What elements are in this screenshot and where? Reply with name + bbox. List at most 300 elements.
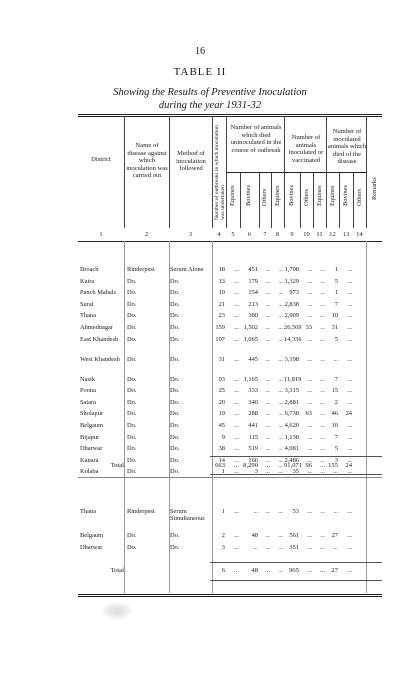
i_eq-cell: ... [278, 300, 283, 308]
i_oth-cell: ... [307, 387, 312, 395]
outbreaks-cell: 45 [218, 422, 225, 429]
outbreaks-cell: 18 [218, 266, 225, 273]
d_bov-cell: 1,065 [243, 335, 258, 343]
i_oth-cell: ... [307, 433, 312, 441]
column-number: 5 [231, 231, 235, 238]
x_oth-cell: ... [347, 398, 352, 406]
method-cell: Do. [170, 300, 180, 308]
district-cell [80, 336, 124, 343]
district-cell [80, 422, 124, 429]
x_eq-cell: ... [320, 387, 325, 395]
header-divider [240, 172, 241, 228]
i_eq-cell: ... [278, 410, 283, 418]
method-cell: Do. [170, 445, 180, 453]
body-divider [124, 241, 125, 593]
column-number: 9 [290, 231, 294, 238]
method-cell: Do. [170, 375, 180, 383]
outbreaks-cell: 10 [218, 289, 225, 297]
d_oth-cell: ... [265, 335, 270, 343]
district-cell [80, 434, 124, 441]
header-divider [124, 116, 125, 228]
outbreaks-cell: 93 [218, 375, 225, 383]
d_oth-cell: ... [265, 324, 270, 331]
d_bov-cell: 179 [248, 277, 258, 285]
total-rule [210, 474, 382, 475]
district-name: Sholapur [80, 410, 104, 418]
header-divider [313, 172, 314, 228]
disease-cell: Do. [127, 468, 137, 476]
d_bov-cell: ... [253, 508, 258, 515]
d_bov-cell: ... [253, 544, 258, 551]
x_bov-cell: ... [333, 508, 338, 515]
x_eq-cell: ... [320, 410, 325, 418]
disease-cell: Do. [127, 355, 137, 363]
column-number: 8 [275, 231, 280, 238]
district-name: Kaira [80, 277, 95, 285]
i_eq-cell: ... [278, 277, 283, 285]
i_eq-cell: ... [278, 422, 283, 429]
outbreaks-cell: 38 [218, 445, 225, 453]
header-method: Method of inoculation followed [176, 150, 206, 173]
i_eq-cell: ... [278, 468, 283, 476]
i_bov-cell: 11,819 [284, 375, 302, 383]
d_oth-cell: ... [265, 398, 270, 406]
outbreaks-cell: 2 [221, 532, 225, 539]
x_bov-cell: 5 [334, 335, 338, 343]
district-cell [80, 445, 124, 452]
total-rule [210, 456, 382, 457]
x_oth-cell: ... [347, 508, 352, 515]
disease-cell: Rinderpest [127, 508, 155, 515]
i_oth-cell: ... [307, 375, 312, 383]
x_bov-cell: 5 [334, 445, 338, 453]
header-bovines: Bovines [245, 185, 252, 206]
x_bov-cell: 7 [334, 375, 338, 383]
i_oth-cell: ... [307, 532, 312, 539]
outbreaks-cell: 1 [221, 508, 225, 515]
district-cell [80, 278, 124, 285]
method-cell: Do. [170, 422, 180, 429]
x_oth-cell: ... [347, 277, 352, 285]
total-d_bov: 8,290 [243, 462, 258, 469]
district-name: West Khandesh [80, 355, 120, 363]
x_bov-cell: 1 [334, 266, 338, 273]
method-cell: Do. [170, 398, 180, 406]
x_bov-cell: 15 [331, 387, 338, 395]
district-name: Thana [80, 312, 96, 320]
d_bov-cell: 1,165 [243, 375, 258, 383]
i_eq-cell: ... [278, 387, 283, 395]
i_eq-cell: ... [278, 355, 283, 363]
d_oth-cell: ... [265, 508, 270, 515]
x_bov-cell: 10 [331, 422, 338, 429]
total-i_bov: 965 [289, 567, 299, 574]
district-cell [80, 532, 124, 539]
method-cell: Do. [170, 324, 180, 331]
i_eq-cell: ... [278, 289, 283, 297]
header-divider [353, 172, 354, 228]
d_eq-cell: ... [234, 289, 239, 297]
x_eq-cell: ... [320, 422, 325, 429]
district-name: Kolaba [80, 468, 99, 476]
d_oth-cell: ... [265, 289, 270, 297]
i_oth-cell: ... [307, 468, 312, 476]
i_bov-cell: 3,198 [284, 355, 299, 363]
d_eq-cell: ... [234, 433, 239, 441]
method-cell: Do. [170, 433, 180, 441]
outbreaks-cell: 19 [218, 410, 225, 418]
x_oth-cell: 24 [345, 410, 352, 418]
d_eq-cell: ... [234, 410, 239, 418]
x_bov-cell: 46 [331, 410, 338, 418]
i_bov-cell: 973 [289, 289, 299, 297]
d_bov-cell: 451 [248, 266, 258, 273]
i_oth-cell: ... [307, 335, 312, 343]
method-cell: Do. [170, 468, 180, 476]
d_eq-cell: ... [234, 508, 239, 515]
total-d_bov: 48 [251, 567, 258, 574]
method-cell: Do. [170, 312, 180, 320]
outbreaks-cell: 1 [221, 468, 225, 476]
d_oth-cell: ... [265, 445, 270, 453]
district-name: Broach [80, 266, 99, 273]
d_oth-cell: ... [265, 355, 270, 363]
x_eq-cell: ... [320, 312, 325, 320]
district-name: Bijapur [80, 433, 100, 441]
total-x_oth: 24 [345, 462, 352, 469]
outbreaks-cell: 3 [221, 544, 225, 551]
table-top-rule [78, 114, 382, 115]
method-cell: Do. [170, 355, 180, 363]
outbreaks-cell: 20 [218, 398, 225, 406]
d_bov-cell: 380 [248, 312, 258, 320]
disease-cell: Do. [127, 433, 137, 441]
x_oth-cell: ... [347, 544, 352, 551]
i_eq-cell: ... [278, 266, 283, 273]
district-cell [80, 266, 124, 273]
x_bov-cell: ... [333, 468, 338, 476]
total-label: Total [110, 462, 124, 469]
d_bov-cell: 115 [248, 433, 258, 441]
disease-cell: Do. [127, 445, 137, 453]
header-equines: Equines [316, 185, 323, 206]
district-cell [80, 324, 124, 331]
total-d_oth: ... [265, 462, 270, 469]
d_eq-cell: ... [234, 422, 239, 429]
column-number: 11 [316, 231, 323, 238]
page-number: 16 [195, 46, 205, 57]
body-divider [366, 241, 367, 593]
i_bov-cell: 1,708 [284, 266, 299, 273]
d_bov-cell: 445 [248, 355, 258, 363]
column-number: 2 [144, 231, 149, 238]
method-cell: Do. [170, 289, 180, 297]
d_oth-cell: ... [265, 300, 270, 308]
d_bov-cell: 340 [248, 398, 258, 406]
method-cell: Do. [170, 277, 180, 285]
d_bov-cell: 1,502 [243, 324, 258, 331]
i_eq-cell: ... [278, 312, 283, 320]
i_oth-cell: ... [307, 300, 312, 308]
x_bov-cell: 10 [331, 312, 338, 320]
x_bov-cell: 1 [334, 289, 338, 297]
x_eq-cell: ... [320, 456, 325, 464]
subtitle-line-1: Showing the Results of Preventive Inoculation [113, 87, 307, 98]
outbreaks-cell: 13 [218, 277, 225, 285]
i_oth-cell: ... [307, 544, 312, 551]
d_oth-cell: ... [265, 456, 270, 464]
district-name: East Khandesh [80, 335, 119, 343]
outbreaks-cell: 21 [218, 300, 225, 308]
district-name: Poona [80, 387, 96, 395]
i_eq-cell: ... [278, 433, 283, 441]
x_eq-cell: ... [320, 266, 325, 273]
d_eq-cell: ... [234, 468, 239, 476]
i_bov-cell: 4,620 [284, 422, 299, 429]
method-cell: Do. [170, 335, 180, 343]
i_oth-cell: ... [307, 312, 312, 320]
d_eq-cell: ... [234, 375, 239, 383]
i_eq-cell: ... [278, 544, 283, 551]
column-number: 14 [356, 231, 363, 238]
total-outbreaks: 663 [215, 462, 225, 469]
method-cell: Do. [170, 387, 180, 395]
district-cell [80, 410, 124, 417]
district-name: Nasik [80, 375, 95, 383]
x_bov-cell: 2 [334, 398, 338, 406]
d_eq-cell: ... [234, 387, 239, 395]
outbreaks-cell: 9 [221, 433, 225, 441]
x_eq-cell: ... [320, 468, 325, 476]
i_oth-cell: ... [307, 445, 312, 453]
district-name: Dharwar [80, 544, 103, 551]
i_eq-cell: ... [278, 456, 283, 464]
x_oth-cell: ... [347, 335, 352, 343]
i_bov-cell: 561 [289, 532, 299, 539]
total-rule [210, 580, 382, 581]
x_eq-cell: ... [320, 433, 325, 441]
disease-cell: Do. [127, 335, 137, 343]
section-rule [78, 477, 382, 478]
disease-cell: Do. [127, 532, 137, 539]
outbreaks-cell: 25 [218, 387, 225, 395]
total-i_bov: 91,071 [284, 462, 303, 469]
header-divider [212, 116, 213, 228]
x_eq-cell: ... [320, 335, 325, 343]
d_oth-cell: ... [265, 410, 270, 418]
district-cell [80, 387, 124, 394]
header-divider [259, 172, 260, 228]
d_oth-cell: ... [265, 468, 270, 476]
d_eq-cell: ... [234, 277, 239, 285]
column-number: 3 [188, 231, 193, 238]
header-remarks: Remarks [371, 177, 378, 200]
district-cell [80, 312, 124, 319]
disease-cell: Do. [127, 544, 137, 551]
district-cell [80, 399, 124, 406]
district-cell [80, 544, 124, 551]
x_oth-cell: ... [347, 300, 352, 308]
x_eq-cell: ... [320, 355, 325, 363]
outbreaks-cell: 14 [218, 456, 225, 464]
d_eq-cell: ... [234, 456, 239, 464]
d_eq-cell: ... [234, 335, 239, 343]
header-equines: Equines [329, 185, 336, 206]
disease-cell: Do. [127, 422, 137, 429]
header-bovines: Bovines [342, 185, 349, 206]
total-i_oth: ... [307, 567, 312, 574]
d_eq-cell: ... [234, 398, 239, 406]
i_oth-cell: 33 [305, 324, 312, 331]
table-subtitle [80, 86, 340, 112]
x_eq-cell: ... [320, 532, 325, 539]
column-number: 4 [217, 231, 221, 238]
district-name: Dharwar [80, 445, 103, 453]
i_bov-cell: 6,738 [284, 410, 299, 418]
d_bov-cell: 519 [248, 445, 258, 453]
i_bov-cell: 14,336 [284, 335, 302, 343]
total-x_eq: ... [320, 462, 325, 469]
district-cell [80, 301, 124, 308]
d_eq-cell: ... [234, 324, 239, 331]
header-outbreaks: Number of outbreaks in which inoculation was undertaken [214, 125, 226, 220]
i_eq-cell: ... [278, 445, 283, 453]
x_eq-cell: ... [320, 544, 325, 551]
i_oth-cell: ... [307, 508, 312, 515]
header-divider [300, 172, 301, 228]
total-rule [210, 562, 382, 563]
header-others: Others [303, 188, 310, 206]
outbreaks-cell: 107 [215, 335, 225, 343]
table-bottom-rule [78, 594, 382, 595]
x_oth-cell: ... [347, 355, 352, 363]
total-label: Total [110, 567, 124, 574]
x_oth-cell: ... [347, 468, 352, 476]
i_eq-cell: ... [278, 398, 283, 406]
header-divider [339, 172, 340, 228]
district-name: Surat [80, 300, 94, 308]
d_oth-cell: ... [265, 375, 270, 383]
district-name: Belgaum [80, 422, 104, 429]
i_bov-cell: 2,881 [284, 398, 299, 406]
i_oth-cell: ... [307, 422, 312, 429]
district-cell [80, 356, 124, 363]
district-name: Kanara [80, 456, 99, 464]
method-cell: Serum Alone [170, 266, 204, 273]
method-cell: Serum Simultaneous [170, 508, 205, 523]
i_bov-cell: 26,569 [284, 324, 302, 331]
total-d_eq: ... [234, 462, 239, 469]
x_oth-cell: ... [347, 375, 352, 383]
table-bottom-rule-double [78, 596, 382, 597]
header-bovines: Bovines [288, 185, 295, 206]
outbreaks-cell: 31 [218, 355, 225, 363]
total-i_eq: ... [278, 462, 283, 469]
x_oth-cell: ... [347, 445, 352, 453]
x_bov-cell: 3 [334, 456, 338, 464]
x_oth-cell: ... [347, 312, 352, 320]
i_bov-cell: 2,486 [284, 456, 299, 464]
district-cell [80, 289, 124, 296]
x_oth-cell: ... [347, 324, 352, 331]
d_oth-cell: ... [265, 266, 270, 273]
header-died-inoculated: Number of inoculated animals which died of the disease [327, 128, 367, 166]
x_oth-cell: ... [347, 422, 352, 429]
i_bov-cell: 2,838 [284, 300, 299, 308]
x_eq-cell: ... [320, 445, 325, 453]
i_eq-cell: ... [278, 508, 283, 515]
disease-cell: Do. [127, 277, 137, 285]
total-x_bov: 27 [331, 567, 338, 574]
d_eq-cell: ... [234, 445, 239, 453]
total-d_eq: ... [234, 567, 239, 574]
outbreaks-cell: 159 [215, 324, 225, 331]
i_bov-cell: 4,081 [284, 445, 299, 453]
x_eq-cell: ... [320, 324, 325, 331]
column-number: 6 [247, 231, 252, 238]
district-cell [80, 508, 124, 515]
disease-cell: Do. [127, 324, 137, 331]
i_bov-cell: 3,315 [284, 387, 299, 395]
district-name: Satara [80, 398, 96, 406]
d_oth-cell: ... [265, 544, 270, 551]
i_bov-cell: 53 [292, 508, 299, 515]
header-inoculated: Number of animals inoculated or vaccinated [288, 134, 324, 164]
method-cell: Do. [170, 410, 180, 418]
d_bov-cell: 3 [254, 468, 258, 476]
x_eq-cell: ... [320, 398, 325, 406]
x_oth-cell: ... [347, 387, 352, 395]
i_oth-cell: ... [307, 398, 312, 406]
i_oth-cell: ... [307, 456, 312, 464]
i_oth-cell: ... [307, 355, 312, 363]
header-died-uninoculated: Number of animals which died uninoculated in the course of outbreak [230, 124, 282, 154]
x_bov-cell: ... [333, 355, 338, 363]
header-others: Others [356, 188, 363, 206]
method-cell: Do. [170, 544, 180, 551]
header-disease: Name of disease against which inoculation was carried out [126, 142, 168, 180]
district-name: Ahmednagar [80, 324, 114, 331]
i_bov-cell: 351 [289, 544, 299, 551]
column-number: 10 [303, 231, 310, 238]
d_bov-cell: 288 [248, 410, 258, 418]
x_eq-cell: ... [320, 508, 325, 515]
outbreaks-cell: 23 [218, 312, 225, 320]
x_bov-cell: 27 [331, 532, 338, 539]
d_eq-cell: ... [234, 532, 239, 539]
x_oth-cell: ... [347, 456, 352, 464]
district-name: Thana [80, 508, 96, 515]
disease-cell: Do. [127, 456, 137, 464]
x_bov-cell: ... [333, 544, 338, 551]
disease-cell: Do. [127, 387, 137, 395]
subtitle-line-2: during the year 1931-32 [158, 100, 262, 111]
d_bov-cell: 166 [248, 456, 258, 464]
disease-cell: Do. [127, 398, 137, 406]
total-outbreaks: 6 [221, 567, 225, 574]
x_bov-cell: 7 [334, 300, 338, 308]
i_bov-cell: 2,009 [284, 312, 299, 320]
header-sub-rule [226, 172, 366, 173]
d_eq-cell: ... [234, 544, 239, 551]
i_oth-cell: ... [307, 277, 312, 285]
d_bov-cell: 441 [248, 422, 258, 429]
method-cell: Do. [170, 532, 180, 539]
header-others: Others [261, 188, 268, 206]
district-name: Panch Mahals [80, 289, 117, 297]
i_oth-cell: ... [307, 266, 312, 273]
d_oth-cell: ... [265, 433, 270, 441]
